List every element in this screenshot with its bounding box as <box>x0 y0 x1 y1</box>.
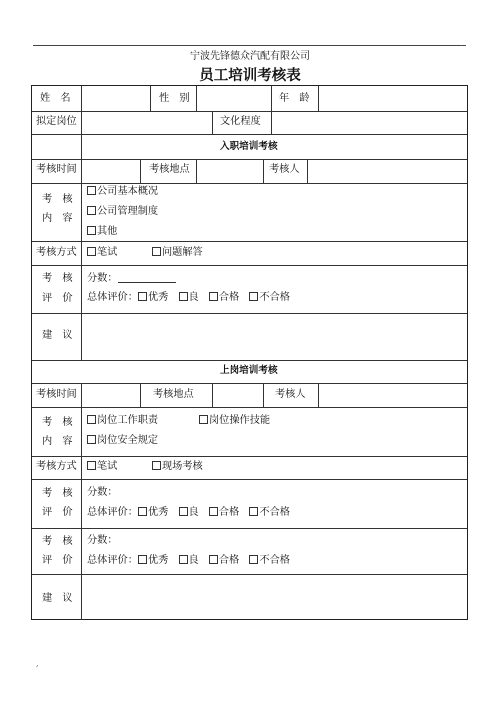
entry-content-option[interactable]: 其他 <box>87 226 117 238</box>
checkbox-icon[interactable] <box>138 555 147 564</box>
onjob-rating-row-2: 总体评价： 优秀 良 合格 不合格 <box>87 555 290 566</box>
checkbox-icon <box>87 415 96 424</box>
checkbox-icon <box>87 247 96 256</box>
onjob-eval1-label-2: 评 价 <box>42 507 73 518</box>
entry-eval-label-2: 评 价 <box>42 293 73 304</box>
checkbox-icon <box>199 415 208 424</box>
checkbox-icon <box>87 206 96 215</box>
form-title: 员工培训考核表 <box>199 67 301 84</box>
checkbox-icon[interactable] <box>179 507 188 516</box>
checkbox-icon <box>152 461 161 470</box>
company-name: 宁波先锋德众汽配有限公司 <box>190 51 310 62</box>
checkbox-icon[interactable] <box>249 292 258 301</box>
onjob-time-label: 考核时间 <box>36 389 77 400</box>
footer-mark: , <box>36 659 39 668</box>
onjob-eval2-label-2: 评 价 <box>42 555 73 566</box>
entry-method-option[interactable]: 问题解答 <box>152 247 203 259</box>
checkbox-icon[interactable] <box>138 507 147 516</box>
education-label: 文化程度 <box>220 116 261 127</box>
entry-content-label-2: 内 容 <box>42 213 73 224</box>
entry-assessor-label: 考核人 <box>269 164 300 175</box>
entry-content-option[interactable]: 公司管理制度 <box>87 206 158 218</box>
onjob-score-1: 分数： <box>87 487 118 498</box>
score-blank[interactable] <box>118 274 176 283</box>
corner-mark: . <box>460 39 463 48</box>
onjob-content-option[interactable]: 岗位操作技能 <box>199 415 270 427</box>
onjob-content-label: 考 核 <box>42 417 73 428</box>
checkbox-icon <box>87 435 96 444</box>
checkbox-icon[interactable] <box>209 292 218 301</box>
checkbox-icon[interactable] <box>179 292 188 301</box>
onjob-eval2-label: 考 核 <box>42 536 73 547</box>
onjob-rating-row-1: 总体评价： 优秀 良 合格 不合格 <box>87 507 290 518</box>
entry-section-title: 入职培训考核 <box>220 141 278 152</box>
entry-place-label: 考核地点 <box>149 164 190 175</box>
onjob-eval1-label: 考 核 <box>42 488 73 499</box>
checkbox-icon <box>87 461 96 470</box>
onjob-method-option[interactable]: 现场考核 <box>152 461 203 473</box>
gender-label: 性 别 <box>159 93 190 104</box>
entry-score: 分数： <box>87 273 176 285</box>
onjob-assessor-label: 考核人 <box>275 389 306 400</box>
onjob-suggest-label: 建 议 <box>42 593 73 604</box>
entry-eval-label: 考 核 <box>42 273 73 284</box>
onjob-content-option[interactable]: 岗位工作职责 <box>87 415 158 427</box>
onjob-method-label: 考核方式 <box>36 461 77 472</box>
onjob-score-2: 分数： <box>87 535 118 546</box>
checkbox-icon[interactable] <box>138 292 147 301</box>
checkbox-icon[interactable] <box>249 507 258 516</box>
entry-time-label: 考核时间 <box>36 164 77 175</box>
checkbox-icon <box>87 226 96 235</box>
onjob-method-option[interactable]: 笔试 <box>87 461 117 473</box>
entry-content-label: 考 核 <box>42 194 73 205</box>
checkbox-icon[interactable] <box>179 555 188 564</box>
position-label: 拟定岗位 <box>36 116 77 127</box>
onjob-section-title: 上岗培训考核 <box>220 365 278 376</box>
name-label: 姓 名 <box>40 93 71 104</box>
checkbox-icon <box>152 247 161 256</box>
assessment-table <box>31 85 468 620</box>
entry-rating-row: 总体评价： 优秀 良 合格 不合格 <box>87 292 290 303</box>
onjob-content-option[interactable]: 岗位安全规定 <box>87 435 158 447</box>
entry-content-option[interactable]: 公司基本概况 <box>87 186 158 198</box>
entry-method-option[interactable]: 笔试 <box>87 247 117 259</box>
checkbox-icon[interactable] <box>249 555 258 564</box>
checkbox-icon <box>87 186 96 195</box>
age-label: 年 龄 <box>279 93 310 104</box>
onjob-content-label-2: 内 容 <box>42 436 73 447</box>
onjob-place-label: 考核地点 <box>153 389 194 400</box>
checkbox-icon[interactable] <box>209 507 218 516</box>
header-rule <box>33 45 466 46</box>
entry-method-label: 考核方式 <box>36 247 77 258</box>
checkbox-icon[interactable] <box>209 555 218 564</box>
entry-suggest-label: 建 议 <box>42 330 73 341</box>
